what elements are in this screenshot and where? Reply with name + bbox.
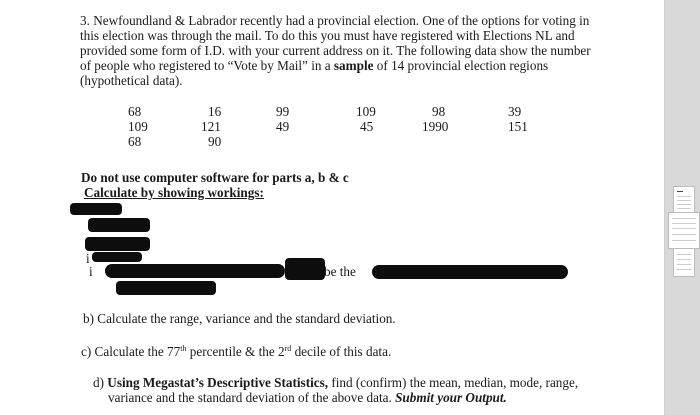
redaction-mark bbox=[85, 237, 150, 251]
data-cell: 68 bbox=[128, 134, 142, 149]
data-cell: 151 bbox=[508, 119, 528, 134]
page-thumbnail[interactable] bbox=[673, 186, 695, 214]
data-cell: 68 bbox=[128, 104, 142, 119]
data-cell: 1990 bbox=[422, 119, 449, 134]
page-thumbnail-sidebar[interactable] bbox=[664, 0, 700, 415]
data-cell: 121 bbox=[201, 119, 221, 134]
data-cell: 109 bbox=[356, 104, 376, 119]
part-c-text: c) Calculate the 77 bbox=[81, 344, 181, 359]
part-d-text: find (confirm) the mean, median, mode, range, bbox=[328, 375, 579, 390]
question-line-4-tail: of 14 provincial election regions bbox=[373, 58, 549, 73]
redaction-mark bbox=[88, 218, 150, 232]
question-line-4-text: of people who registered to “Vote by Mail” in a bbox=[80, 58, 334, 73]
data-cell: 109 bbox=[128, 119, 148, 134]
redaction-mark bbox=[116, 281, 216, 295]
part-b: b) Calculate the range, variance and the standard deviation. bbox=[83, 311, 396, 326]
redaction-mark bbox=[285, 258, 325, 280]
redaction-mark bbox=[105, 264, 285, 278]
part-d-label: d) bbox=[93, 375, 104, 390]
calculate-heading: Calculate by showing workings: bbox=[84, 185, 264, 200]
part-d-line-1 bbox=[93, 375, 578, 390]
redacted-fragment: be the bbox=[324, 264, 356, 279]
question-line-2: this election was through the mail. To do this you must have registered with Elections NL and bbox=[80, 28, 575, 43]
redaction-mark bbox=[70, 203, 122, 215]
page-thumbnail[interactable] bbox=[673, 248, 695, 277]
part-d-bold: Using Megastat’s Descriptive Statistics, bbox=[107, 375, 329, 390]
part-c-text: decile of this data. bbox=[291, 344, 392, 359]
page-thumbnail-current[interactable] bbox=[668, 212, 700, 249]
submit-output-emphasis: Submit your Output. bbox=[395, 390, 507, 405]
redaction-mark bbox=[92, 252, 142, 262]
redacted-fragment: i bbox=[86, 251, 90, 266]
bold-sample: sample bbox=[333, 58, 374, 73]
data-cell: 45 bbox=[360, 119, 374, 134]
redaction-mark bbox=[372, 265, 568, 279]
data-cell: 16 bbox=[208, 104, 222, 119]
part-c-text: percentile & the 2 bbox=[186, 344, 285, 359]
redacted-fragment: i bbox=[89, 264, 93, 279]
question-line-1: 3. Newfoundland & Labrador recently had a provincial election. One of the options for voting in bbox=[80, 13, 590, 28]
question-line-4 bbox=[80, 58, 548, 73]
question-line-5: (hypothetical data). bbox=[80, 73, 183, 88]
data-cell: 49 bbox=[276, 119, 290, 134]
data-cell: 98 bbox=[432, 104, 446, 119]
superscript: th bbox=[180, 344, 187, 353]
part-c bbox=[81, 344, 391, 359]
no-software-instruction: Do not use computer software for parts a, b & c bbox=[81, 170, 349, 185]
part-d-text: variance and the standard deviation of the above data. bbox=[108, 390, 396, 405]
part-d-line-2 bbox=[108, 390, 507, 405]
data-cell: 99 bbox=[276, 104, 290, 119]
data-cell: 90 bbox=[208, 134, 222, 149]
data-cell: 39 bbox=[508, 104, 522, 119]
superscript: rd bbox=[284, 344, 292, 353]
question-line-3: provided some form of I.D. with your current address on it. The following data show the number bbox=[80, 43, 591, 58]
